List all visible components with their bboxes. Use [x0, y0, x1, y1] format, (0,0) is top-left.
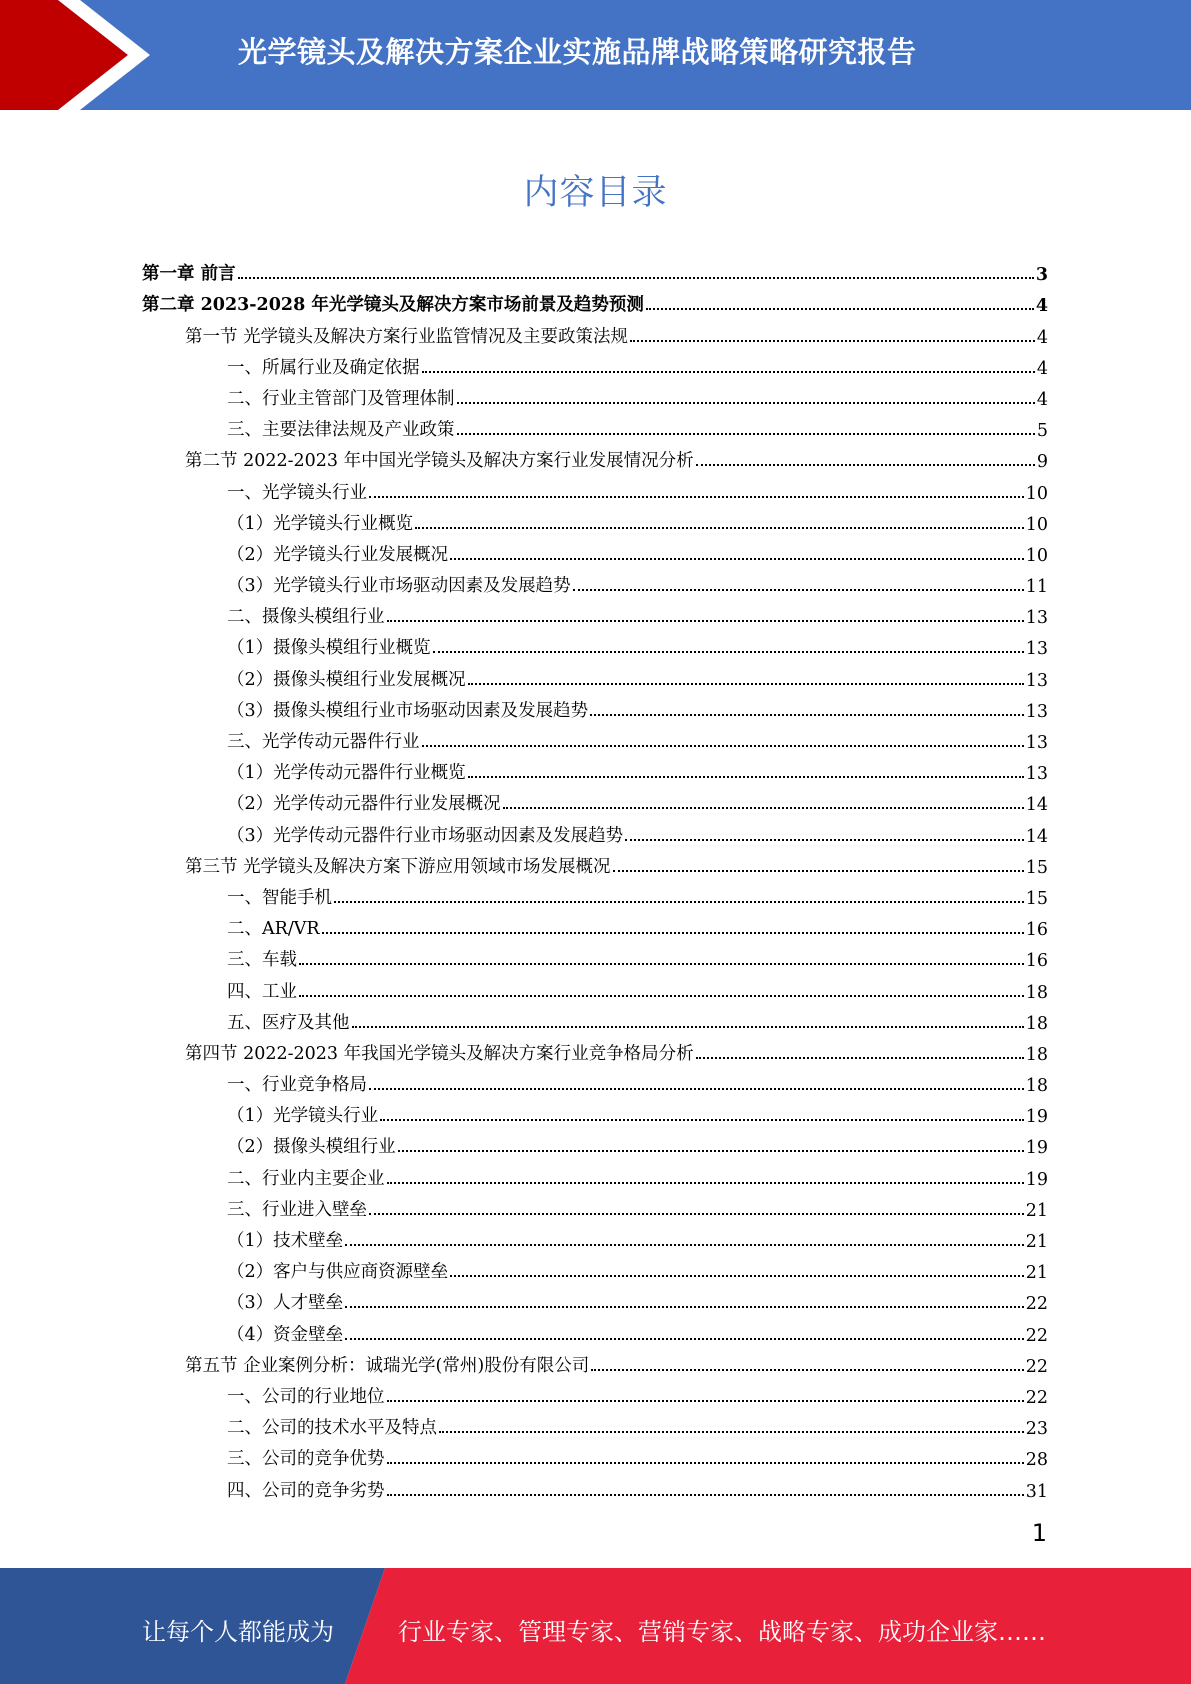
toc-entry[interactable] — [142, 659, 1048, 690]
toc-entry-page: 18 — [1025, 1013, 1048, 1034]
toc-entry-text: （2）摄像头模组行业发展概况 — [227, 669, 466, 690]
toc-entry-text: 二、公司的技术水平及特点 — [227, 1418, 437, 1439]
toc-entry[interactable] — [142, 847, 1048, 878]
toc-entry-text: （1）光学传动元器件行业概览 — [227, 763, 466, 784]
toc-entry-text: 四、公司的竞争劣势 — [227, 1480, 385, 1501]
toc-entry-page: 13 — [1025, 670, 1048, 691]
toc-entry[interactable] — [142, 566, 1048, 597]
toc-entry-text: 三、行业进入壁垒 — [227, 1199, 367, 1220]
toc-entry[interactable] — [142, 815, 1048, 846]
toc-entry-page: 9 — [1036, 452, 1048, 473]
toc-dot-leader — [468, 776, 1024, 778]
toc-entry[interactable] — [142, 285, 1048, 316]
toc-entry-page: 21 — [1025, 1263, 1048, 1284]
toc-entry[interactable] — [142, 940, 1048, 971]
toc-dot-leader — [352, 1026, 1024, 1028]
toc-entry-page: 15 — [1025, 857, 1048, 878]
page-number: 1 — [1031, 1519, 1047, 1547]
toc-entry[interactable] — [142, 909, 1048, 940]
toc-entry-text: 第二节 2022-2023 年中国光学镜头及解决方案行业发展情况分析 — [185, 451, 694, 472]
toc-entry[interactable] — [142, 1439, 1048, 1470]
toc-entry-page: 13 — [1025, 764, 1048, 785]
toc-dot-leader — [591, 1369, 1024, 1371]
toc-dot-leader — [696, 464, 1035, 466]
toc-entry-page: 22 — [1025, 1294, 1048, 1315]
toc-entry[interactable] — [142, 254, 1048, 285]
toc-entry-text: 第一章 前言 — [142, 264, 236, 285]
footer-slogan-left: 让每个人都能成为 — [142, 1618, 334, 1646]
toc-entry-text: 一、智能手机 — [227, 887, 332, 908]
toc-entry-text: （3）光学传动元器件行业市场驱动因素及发展趋势 — [227, 825, 624, 846]
toc-dot-leader — [322, 932, 1024, 934]
toc-dot-leader — [345, 1338, 1024, 1340]
toc-entry-page: 18 — [1025, 982, 1048, 1003]
toc-entry-text: （1）光学镜头行业 — [227, 1106, 379, 1127]
toc-entry[interactable] — [142, 504, 1048, 535]
toc-entry-text: （1）光学镜头行业概览 — [227, 513, 414, 534]
toc-entry-page: 14 — [1025, 795, 1048, 816]
toc-entry-text: （3）摄像头模组行业市场驱动因素及发展趋势 — [227, 700, 589, 721]
toc-entry-page: 22 — [1025, 1356, 1048, 1377]
toc-entry-page: 4 — [1036, 358, 1048, 379]
toc-entry[interactable] — [142, 1470, 1048, 1501]
toc-entry[interactable] — [142, 971, 1048, 1002]
toc-entry[interactable] — [142, 1283, 1048, 1314]
toc-entry[interactable] — [142, 628, 1048, 659]
toc-dot-leader — [590, 714, 1024, 716]
toc-entry-page: 23 — [1025, 1419, 1048, 1440]
toc-dot-leader — [299, 995, 1024, 997]
toc-entry[interactable] — [142, 691, 1048, 722]
toc-entry[interactable] — [142, 410, 1048, 441]
toc-entry-page: 19 — [1025, 1138, 1048, 1159]
toc-entry-text: 二、行业内主要企业 — [227, 1168, 385, 1189]
toc-entry[interactable] — [142, 1221, 1048, 1252]
toc-dot-leader — [415, 527, 1024, 529]
toc-dot-leader — [450, 558, 1024, 560]
toc-entry-page: 11 — [1025, 577, 1048, 598]
toc-dot-leader — [345, 1244, 1024, 1246]
toc-dot-leader — [387, 1494, 1024, 1496]
toc-entry-page: 4 — [1035, 296, 1048, 317]
toc-entry[interactable] — [142, 535, 1048, 566]
toc-dot-leader — [450, 1275, 1024, 1277]
toc-dot-leader — [433, 651, 1024, 653]
toc-entry-page: 19 — [1025, 1107, 1048, 1128]
toc-dot-leader — [625, 839, 1024, 841]
toc-dot-leader — [613, 870, 1024, 872]
toc-dot-leader — [345, 1306, 1024, 1308]
toc-entry-text: 二、摄像头模组行业 — [227, 607, 385, 628]
toc-entry-page: 13 — [1025, 639, 1048, 660]
toc-entry-page: 13 — [1025, 701, 1048, 722]
toc-entry-text: 第五节 企业案例分析：诚瑞光学(常州)股份有限公司 — [185, 1355, 590, 1376]
toc-entry-text: 四、工业 — [227, 981, 297, 1002]
toc-dot-leader — [468, 683, 1024, 685]
toc-entry-text: 一、公司的行业地位 — [227, 1386, 385, 1407]
toc-entry-text: 二、行业主管部门及管理体制 — [227, 388, 455, 409]
toc-entry-page: 19 — [1025, 1169, 1048, 1190]
toc-entry[interactable] — [142, 722, 1048, 753]
toc-entry-text: 三、主要法律法规及产业政策 — [227, 420, 455, 441]
toc-entry[interactable] — [142, 597, 1048, 628]
toc-dot-leader — [630, 340, 1035, 342]
toc-entry-text: （1）技术壁垒 — [227, 1231, 344, 1251]
toc-entry[interactable] — [142, 1003, 1048, 1034]
toc-entry-page: 31 — [1025, 1481, 1048, 1502]
toc-entry-page: 28 — [1025, 1450, 1048, 1471]
toc-dot-leader — [646, 308, 1034, 310]
toc-dot-leader — [457, 402, 1035, 404]
toc-entry-text: 五、医疗及其他 — [227, 1012, 350, 1033]
toc-entry-page: 13 — [1025, 608, 1048, 629]
toc-entry[interactable] — [142, 379, 1048, 410]
toc-entry-text: 一、行业竞争格局 — [227, 1075, 367, 1096]
toc-entry-page: 13 — [1025, 733, 1048, 753]
toc-entry[interactable] — [142, 1314, 1048, 1345]
toc-entry-page: 14 — [1025, 826, 1048, 847]
toc-entry-text: 二、AR/VR — [227, 919, 320, 940]
toc-dot-leader — [387, 620, 1024, 622]
toc-entry-text: （2）光学镜头行业发展概况 — [227, 544, 449, 565]
toc-entry-page: 22 — [1025, 1387, 1048, 1408]
toc-entry-page: 5 — [1036, 421, 1048, 442]
toc-entry[interactable] — [142, 1127, 1048, 1158]
toc-entry-text: （3）人才壁垒 — [227, 1293, 344, 1314]
report-title: 光学镜头及解决方案企业实施品牌战略策略研究报告 — [238, 35, 917, 69]
toc-entry[interactable] — [142, 784, 1048, 815]
toc-entry-text: （1）摄像头模组行业概览 — [227, 638, 431, 659]
toc-entry-text: 第二章 2023-2028 年光学镜头及解决方案市场前景及趋势预测 — [142, 295, 644, 316]
toc-dot-leader — [369, 1088, 1024, 1090]
toc-entry[interactable] — [142, 472, 1048, 503]
header-bar — [0, 0, 1191, 110]
toc-entry-page: 4 — [1036, 327, 1048, 348]
table-of-contents — [142, 254, 1048, 1502]
toc-dot-leader — [573, 589, 1024, 591]
toc-dot-leader — [369, 1213, 1024, 1215]
toc-dot-leader — [387, 1182, 1024, 1184]
toc-entry[interactable] — [142, 1408, 1048, 1439]
toc-entry-text: （2）客户与供应商资源壁垒 — [227, 1262, 449, 1283]
toc-entry[interactable] — [142, 1377, 1048, 1408]
toc-entry-page: 15 — [1025, 888, 1048, 909]
toc-entry-page: 18 — [1025, 1044, 1048, 1065]
toc-entry-page: 10 — [1025, 514, 1048, 535]
toc-entry-page: 18 — [1025, 1076, 1048, 1097]
toc-entry-text: 第三节 光学镜头及解决方案下游应用领域市场发展概况 — [185, 856, 611, 877]
toc-entry[interactable] — [142, 1158, 1048, 1189]
toc-entry-page: 21 — [1025, 1232, 1048, 1252]
toc-dot-leader — [387, 1400, 1024, 1402]
toc-dot-leader — [387, 1462, 1024, 1464]
toc-entry-page: 16 — [1025, 920, 1048, 941]
toc-entry-page: 16 — [1025, 951, 1048, 972]
toc-dot-leader — [422, 745, 1024, 747]
toc-entry-page: 21 — [1025, 1200, 1048, 1221]
toc-entry-text: 一、所属行业及确定依据 — [227, 357, 420, 378]
toc-entry-text: 一、光学镜头行业 — [227, 482, 367, 503]
toc-dot-leader — [369, 496, 1024, 498]
toc-entry-text: （3）光学镜头行业市场驱动因素及发展趋势 — [227, 576, 571, 597]
toc-dot-leader — [334, 901, 1024, 903]
toc-entry[interactable] — [142, 1034, 1048, 1065]
toc-entry[interactable] — [142, 1252, 1048, 1283]
toc-entry-text: （4）资金壁垒 — [227, 1324, 344, 1345]
toc-dot-leader — [696, 1057, 1024, 1059]
toc-dot-leader — [503, 807, 1024, 809]
toc-dot-leader — [238, 277, 1034, 279]
toc-entry[interactable] — [142, 316, 1048, 347]
footer-bar — [0, 1568, 1191, 1684]
toc-entry-page: 4 — [1036, 389, 1048, 410]
toc-entry[interactable] — [142, 1190, 1048, 1221]
toc-entry[interactable] — [142, 1096, 1048, 1127]
toc-entry[interactable] — [142, 348, 1048, 379]
toc-dot-leader — [422, 371, 1035, 373]
toc-entry-page: 22 — [1025, 1325, 1048, 1346]
toc-entry-page: 10 — [1025, 483, 1048, 504]
toc-entry-text: （2）光学传动元器件行业发展概况 — [227, 794, 501, 815]
toc-entry-text: 三、车载 — [227, 950, 297, 971]
toc-entry-text: （2）摄像头模组行业 — [227, 1137, 396, 1158]
toc-entry[interactable] — [142, 1346, 1048, 1377]
toc-entry-text: 第一节 光学镜头及解决方案行业监管情况及主要政策法规 — [185, 326, 629, 347]
toc-dot-leader — [299, 963, 1024, 965]
toc-entry[interactable] — [142, 753, 1048, 784]
toc-dot-leader — [398, 1150, 1024, 1152]
toc-dot-leader — [380, 1119, 1024, 1121]
toc-entry[interactable] — [142, 441, 1048, 472]
toc-entry-text: 第四节 2022-2023 年我国光学镜头及解决方案行业竞争格局分析 — [185, 1043, 694, 1064]
toc-entry-page: 10 — [1025, 545, 1048, 566]
toc-dot-leader — [457, 433, 1035, 435]
toc-heading: 内容目录 — [523, 173, 668, 213]
toc-entry-text: 三、光学传动元器件行业 — [227, 732, 420, 752]
toc-dot-leader — [439, 1431, 1024, 1433]
toc-entry-page: 3 — [1035, 265, 1048, 286]
footer-slogan-right: 行业专家、管理专家、营销专家、战略专家、成功企业家…… — [398, 1618, 1046, 1646]
toc-entry-text: 三、公司的竞争优势 — [227, 1449, 385, 1470]
toc-entry[interactable] — [142, 878, 1048, 909]
toc-entry[interactable] — [142, 1065, 1048, 1096]
